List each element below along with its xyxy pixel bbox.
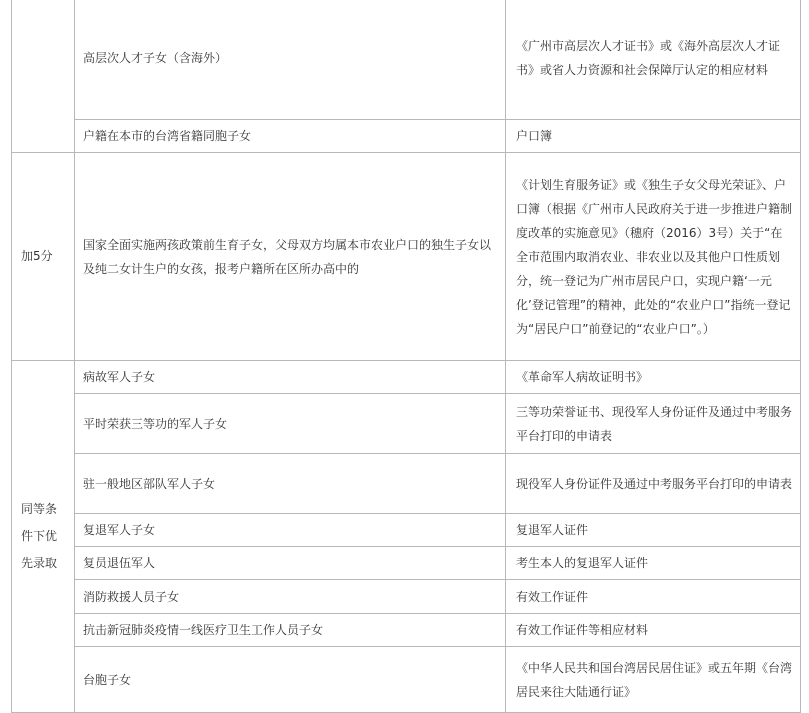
condition-cell: 国家全面实施两孩政策前生育子女，父母双方均属本市农业户口的独生子女以及纯二女计生户的女孩，报考户籍所在区所办高中的 bbox=[75, 153, 506, 361]
condition-cell: 高层次人才子女（含海外） bbox=[75, 0, 506, 120]
material-cell: 《计划生育服务证》或《独生子女父母光荣证》、户口簿（根据《广州市人民政府关于进一步推进户籍制度改革的实施意见》（穗府（2016）3号）关于“在全市范围内取消农业、非农业以及其他户口性质划分，统一登记为广州市居民户口，实现户籍‘一元化’登记管理”的精神，此处的“农业户口”指统一登记为“居民户口”前登记的“农业户口”。） bbox=[506, 153, 801, 361]
table-row bbox=[12, 454, 801, 514]
table-row bbox=[12, 153, 801, 361]
category-cell: 加5分 bbox=[12, 153, 75, 361]
table-row bbox=[12, 614, 801, 647]
material-cell: 《革命军人病故证明书》 bbox=[506, 361, 801, 394]
condition-cell: 户籍在本市的台湾省籍同胞子女 bbox=[75, 120, 506, 153]
condition-cell: 病故军人子女 bbox=[75, 361, 506, 394]
condition-cell: 抗击新冠肺炎疫情一线医疗卫生工作人员子女 bbox=[75, 614, 506, 647]
table-row bbox=[12, 547, 801, 580]
material-cell: 考生本人的复退军人证件 bbox=[506, 547, 801, 580]
material-cell: 有效工作证件等相应材料 bbox=[506, 614, 801, 647]
condition-cell: 台胞子女 bbox=[75, 647, 506, 713]
table-row bbox=[12, 0, 801, 120]
material-cell: 三等功荣誉证书、现役军人身份证件及通过中考服务平台打印的申请表 bbox=[506, 394, 801, 454]
table-row bbox=[12, 394, 801, 454]
table-row bbox=[12, 361, 801, 394]
table-row bbox=[12, 120, 801, 153]
condition-cell: 消防救援人员子女 bbox=[75, 580, 506, 614]
material-cell: 《广州市高层次人才证书》或《海外高层次人才证书》或省人力资源和社会保障厅认定的相应材料 bbox=[506, 0, 801, 120]
table-row bbox=[12, 580, 801, 614]
material-cell: 复退军人证件 bbox=[506, 514, 801, 547]
category-cell bbox=[12, 0, 75, 153]
material-cell: 现役军人身份证件及通过中考服务平台打印的申请表 bbox=[506, 454, 801, 514]
condition-cell: 复员退伍军人 bbox=[75, 547, 506, 580]
material-cell: 《中华人民共和国台湾居民居住证》或五年期《台湾居民来往大陆通行证》 bbox=[506, 647, 801, 713]
table-row bbox=[12, 647, 801, 713]
material-cell: 有效工作证件 bbox=[506, 580, 801, 614]
condition-cell: 驻一般地区部队军人子女 bbox=[75, 454, 506, 514]
table-row bbox=[12, 514, 801, 547]
category-cell: 同等条件下优先录取 bbox=[12, 361, 75, 713]
condition-cell: 平时荣获三等功的军人子女 bbox=[75, 394, 506, 454]
policy-table bbox=[11, 0, 801, 713]
material-cell: 户口簿 bbox=[506, 120, 801, 153]
condition-cell: 复退军人子女 bbox=[75, 514, 506, 547]
